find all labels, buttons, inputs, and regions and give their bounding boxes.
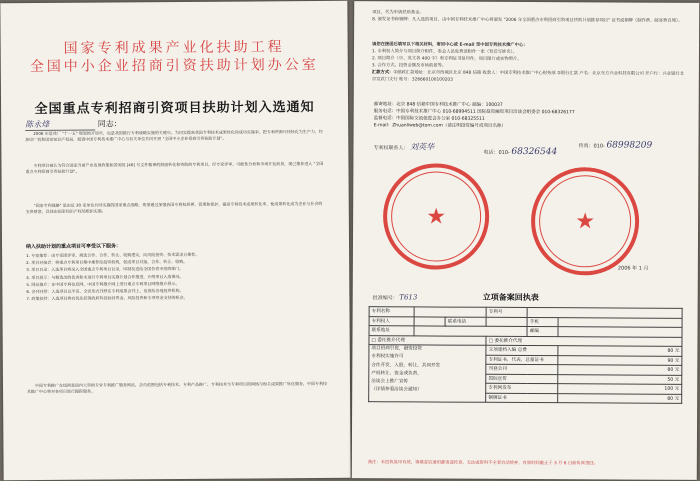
apply-item: 1. 专利权人简介与项目简介附件，参会人员免费送附件一张（背后写姓名）。: [371, 49, 518, 55]
list-item: 4. 项目展示：与精选出的优秀和未进行专利项目实施计划合作推进，介绍项目入选情况。: [26, 273, 184, 280]
remit-text: ①邮政汇款地址：北京市西城区北京 848 信箱 收款人：中国专利技术推广中心财务部 ②银行汇款 户名：北京东方兴业科技有限公司 开户行：兴业银行北京宣武门支行 帐号：326660100100203: [371, 70, 684, 83]
greeting-suffix: 同志：: [97, 119, 122, 129]
contact-line: 邮寄地址：北京 848 信箱中国专利技术推广中心 邮编：100037: [373, 102, 503, 108]
footnote: 备注：本回执复印有效，请填妥后速用邮寄或传真，无法或资料不全者自动放弃，有效时间截止于 3 月 6 日前传真寄回。: [367, 460, 598, 467]
list-item: 2. 项目对接会：将重点专利项目集中推荐给投资机构，促成项目对接、合作、转让、收购。: [26, 259, 188, 266]
phone-value: 68326544: [511, 146, 558, 158]
apply-section: [372, 41, 687, 85]
table-row: 刊登会刊 80 元: [369, 364, 682, 375]
table-row: 专利证书，代表，总量证书 90 元: [369, 354, 682, 365]
table-row: 专利名称 专利号: [369, 307, 682, 318]
case-number: 批准编号： T613: [372, 293, 418, 302]
table-row: 联系地址 邮编: [369, 326, 682, 337]
services-left-cell: 项目招商引资，融资投资 专利权实施许可 合作开发，入股，转让，共同开发 产权转让，资金或负责， 洽谈会上推广宣传 （详情参看洽谈会通知）: [369, 345, 486, 403]
contact-person-value: 刘英华: [410, 142, 435, 152]
recipient-name: 陈永烽: [25, 119, 95, 131]
org-name-line2: 全国中小企业招商引资扶助计划办公室: [29, 56, 319, 76]
continued-text: [372, 9, 687, 25]
remit-label: 汇款方式：: [371, 70, 394, 76]
list-item: 3. 项目目录：入选项目将录入全国重点专利项目目录，印制发送给全国各省市招商部门。: [26, 266, 184, 273]
contact-block: [374, 101, 575, 130]
table-row: 专利权人 联系电话 手机: [369, 316, 682, 327]
receipt-page: [352, 1, 699, 480]
contact-line: E-mail：Zhuanliweb@tom.com（请注明投资编号或项目名称）: [373, 123, 506, 129]
closing-paragraph: 中国专利推广在线网是国内大型的专业专利推广服务网站，会员范围包括专利技术、专利产品推广、专利技术与专利项目的网络与相关成果推广转化服务，中国专利技术推广中心将对各项目进行跟踪服务。: [27, 380, 328, 395]
apply-item: 3. 合作方式、投资金额及市场前景等。: [371, 63, 447, 69]
intro-paragraph: 2006 年是我厂 "十一五" 规划的开局年，也是我国推行专利战略实施的关键年。为切实提高我国专利技术成果转化和成功实施率，把专利资源尽快转化为生产力，经加印厂机和国家知识产权局，报请中国专利技术推广中心与有关单位共同开展 "全国中小企业招商引资扶助计划"。: [25, 128, 323, 143]
phone-cell[interactable]: [486, 317, 527, 327]
option-checkbox[interactable]: □ 委托推介代理: [369, 335, 486, 345]
star-icon: ★: [426, 203, 447, 230]
notice-page: [0, 1, 350, 480]
paragraph-3: "国家专利战略" 是由近 30 家单位共同实施的国家重点战略，希望通过加强我国专利权质押、管理和保护，提高专利技术成果转化率，使成果转化成为企业与社会的宝贵财富，具体由国家知识产权局组织实施。: [25, 200, 323, 215]
list-item: 1. 专家推荐：由专家团评审、挑选合作、合作、转让、收购建议，向风险投资、技术需求方推荐。: [26, 251, 200, 259]
fax-value: 68998209: [606, 140, 653, 151]
contact-person-field: 专利权联系人： 刘英华: [373, 142, 435, 152]
fax-field: 传真：010- 68998209: [578, 140, 653, 151]
notice-title: 全国重点专利招商引资项目扶助计划入选通知: [34, 100, 315, 117]
registration-table: [368, 306, 682, 404]
paragraph-2: 专利项目被认为符合国家当前产业发展政策和国务院 [46] 号文件精神的鼓励转化和资助的专利项目，经专家评审、可能性分析和市场开发前景，现已推荐进入 "全国重点专利招商引资扶助计划"。: [25, 160, 324, 175]
issue-date: 2006 年 1 月: [617, 265, 649, 272]
receipt-table-title: 立项备案回执表: [482, 291, 539, 303]
option-checkbox[interactable]: □ 委托推介代理: [486, 336, 682, 347]
table-row: 国际宣传 50 元: [369, 373, 682, 384]
star-icon: ★: [575, 208, 596, 234]
case-number-value: T613: [399, 293, 418, 302]
apply-item: 2. 项目简介（中、英文各 400 字）和专利证书复印件，项目图片或实物照片。: [371, 56, 522, 62]
contact-line: 监督电话：中国国际交流促进会办公室 010-68325511: [373, 116, 485, 122]
services-list: [26, 251, 326, 304]
phone-field: 电话：010- 68326544: [483, 146, 558, 158]
text-line: 8. 颁发证书和铜牌：凡入选的项目，由中国专利技术推广中心将颁发 "2006 年全国重点专利招商引资项目扶助计划推荐项目" 证书或铜牌（制作费、邮寄费自理）。: [372, 17, 683, 24]
greeting: [25, 118, 122, 131]
address-cell[interactable]: [414, 326, 527, 336]
text-line: 项目，代为申请扶助基金。: [372, 10, 424, 16]
apply-heading: 请您在接函后填写以下相关材料，寄回中心或 E-mail 至中国专利技术推广中心：: [372, 42, 528, 49]
table-row: 铜牌证书 80 元: [369, 392, 682, 403]
official-seal-left: [383, 163, 490, 270]
list-item: 7. 政策扶持：入选项目将有优先获得政府科技扶持资金、风险投资和专项资金支持的机会。: [26, 295, 188, 302]
list-item: 5. 网站推介：在中国专利信息网、中国专利推介网上进行重点专利项目网络推介展示。: [26, 280, 180, 287]
table-row: 项目招商引资，融资投资 专利权实施许可 合作开发，入股，转让，共同开发 产权转让，资金或负责， 洽谈会上推广宣传 （详情参看洽谈会通知） 立项建档入编 总费 80 元: [369, 345, 682, 356]
official-seal-right: [531, 167, 640, 276]
patent-name-cell[interactable]: [414, 307, 486, 317]
org-name-line1: 国家专利成果产业化扶助工程: [63, 39, 285, 57]
list-item: 6. 会刊刊登：入选项目以半页、全页形式刊登在专利成果会刊上，发放给各地投资机构。: [26, 287, 184, 295]
program-heading: 纳入扶助计划的重点项目可享受以下服务：: [26, 243, 122, 251]
contact-line: 服务电话：中国专利技术推广中心 010-68994511 国际投资融资项目洽谈会组委会 010-68326177: [373, 109, 575, 116]
owner-cell[interactable]: [414, 316, 445, 326]
table-row: 专利网发布 100 元: [369, 383, 682, 394]
